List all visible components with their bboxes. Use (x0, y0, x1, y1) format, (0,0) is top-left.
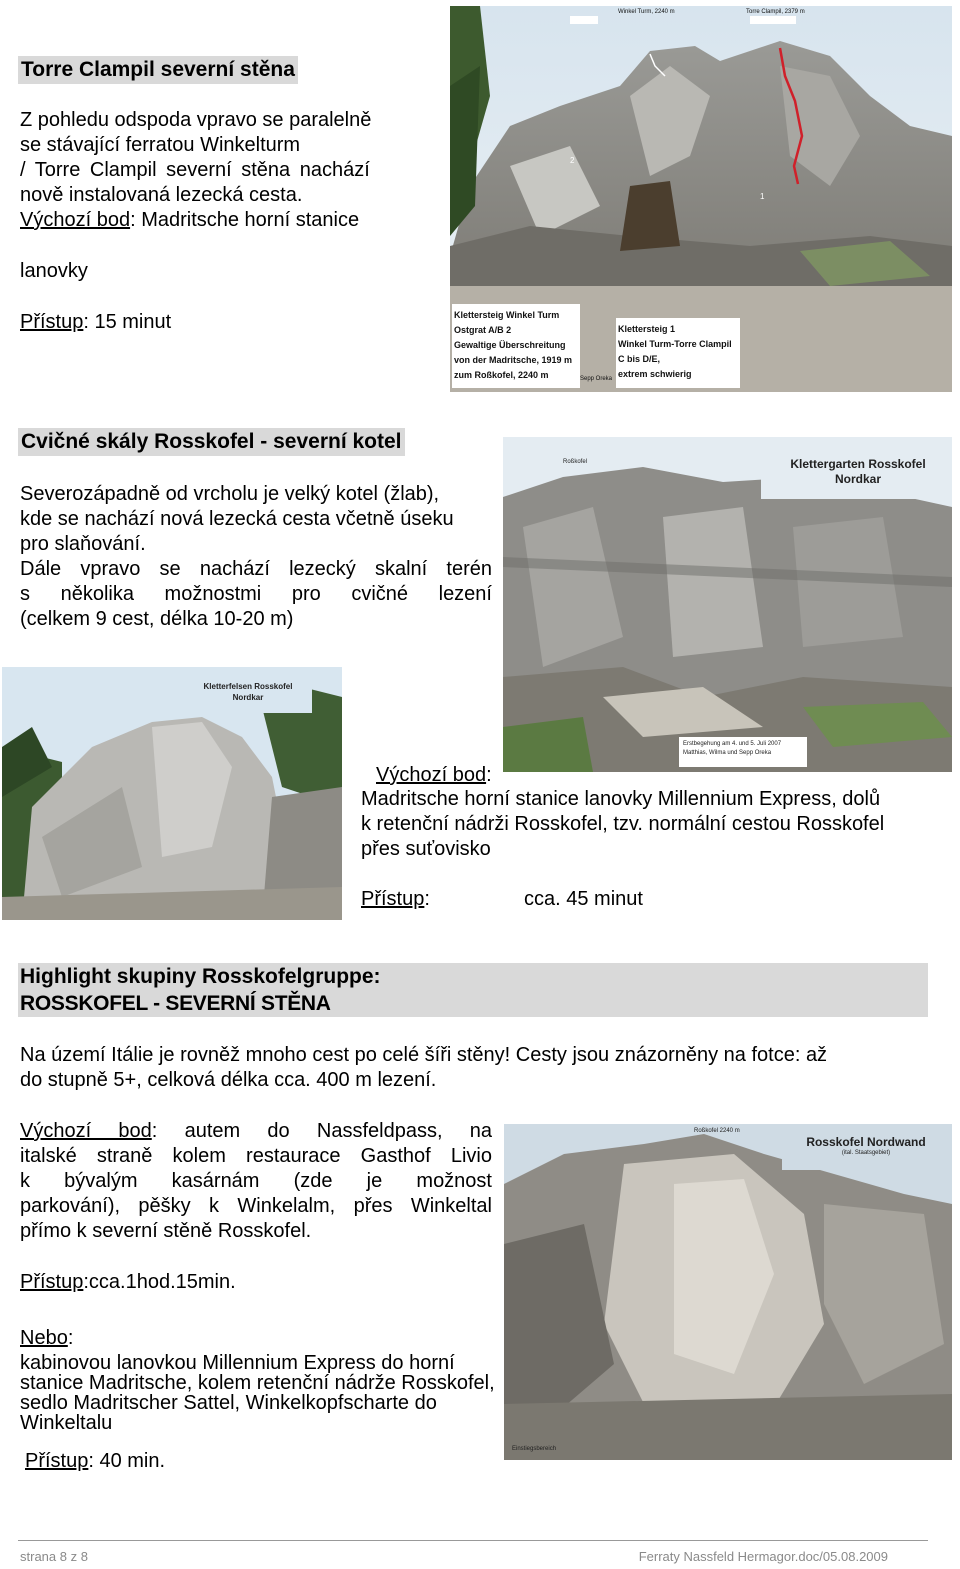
start-line: Madritsche horní stanice lanovky Millennium Express, dolů (361, 788, 881, 810)
section2-line: kde se nachází nová lezecká cesta včetně úseku (20, 508, 454, 530)
section1-line: nově instalovaná lezecká cesta. (20, 184, 303, 206)
box-left-line: Ostgrat A/B 2 (454, 325, 512, 335)
box-left-line: von der Madritsche, 1919 m (454, 355, 573, 365)
section3-access2 (25, 1449, 165, 1474)
footer-document-name: Ferraty Nassfeld Hermagor.doc/05.08.2009 (638, 1549, 888, 1564)
section2-line: (celkem 9 cest, délka 10-20 m) (20, 608, 294, 630)
start-line: k bývalým kasárnám (zde je možnost (20, 1170, 492, 1192)
start-first-line (20, 1119, 492, 1144)
klettergarten-caption (683, 740, 781, 758)
section1-text (20, 108, 440, 233)
start-label: Výchozí bod (20, 209, 131, 231)
nordwand-small-label: Roßkofel 2240 m (694, 1128, 740, 1134)
start-line: přes suťovisko (361, 838, 491, 860)
intro-line: do stupně 5+, celková délka cca. 400 m lezení. (20, 1069, 437, 1091)
access-label: Přístup (20, 1271, 84, 1293)
section1-line: se stávající ferratou Winkelturm (20, 134, 301, 156)
section1-start-cont: lanovky (20, 260, 88, 282)
or-line: stanice Madritsche, kolem retenční nádrže Rosskofel, (20, 1372, 495, 1394)
or-line: kabinovou lanovkou Millennium Express do horní (20, 1352, 455, 1374)
start-label: Výchozí bod (376, 764, 487, 786)
section3-intro (20, 1043, 930, 1093)
section1-heading: Torre Clampil severní stěna (18, 56, 298, 84)
start-line: italské straně kolem restaurace Gasthof Livio (20, 1145, 492, 1167)
section2-heading-wrap (18, 428, 405, 456)
section3-start (20, 1119, 492, 1244)
box-right-line: Klettersteig 1 (618, 324, 676, 334)
section1-access (20, 310, 171, 335)
start-line: k retenční nádrži Rosskofel, tzv. normální cestou Rosskofel (361, 813, 885, 835)
photo-num-2: 2 (570, 156, 575, 165)
or-line: Winkeltalu (20, 1412, 113, 1434)
torre-clampil-photo (450, 6, 952, 392)
nordwand-title (786, 1136, 946, 1157)
section1-heading-wrap (18, 56, 298, 84)
section3-heading (18, 963, 928, 1017)
section2-text (20, 482, 492, 632)
access-colon: : (424, 888, 430, 910)
kg-caption-line: Matthias, Wilma und Sepp Oreka (683, 750, 772, 756)
kf-title-line: Kletterfelsen Rosskofel (203, 682, 293, 691)
kf-title-line: Nordkar (232, 693, 264, 702)
section3-heading-line2: ROSSKOFEL - SEVERNÍ STĚNA (20, 992, 331, 1015)
start-label: Výchozí bod (20, 1120, 152, 1142)
section2-start-lines (361, 787, 951, 862)
section3-or-lines (20, 1353, 560, 1433)
box-left-line: Gewaltige Überschreitung (454, 340, 566, 350)
start-first: : autem do Nassfeldpass, na (151, 1120, 492, 1142)
photo-box-right (618, 322, 732, 382)
box-right-line: Winkel Turm-Torre Clampil (618, 339, 732, 349)
start-text: : Madritsche horní stanice (130, 209, 360, 231)
access-text: :cca.1hod.15min. (83, 1271, 236, 1293)
klettergarten-photo (503, 437, 952, 772)
intro-line: Na území Itálie je rovněž mnoho cest po celé šíři stěny! Cesty jsou znázorněny na fotce: až (20, 1044, 828, 1066)
footer-divider (18, 1540, 928, 1541)
photo-box-left (454, 308, 572, 383)
start-colon: : (486, 764, 492, 786)
access2-text: : 40 min. (88, 1450, 166, 1472)
access-text: : 15 minut (83, 311, 172, 333)
kg-title-line: Nordkar (834, 472, 881, 486)
box-right-line: extrem schwierig (618, 369, 692, 379)
section2-heading: Cvičné skály Rosskofel - severní kotel (18, 428, 405, 456)
section2-line: Dále vpravo se nachází lezecký skalní terén (20, 558, 492, 580)
nw-subtitle: (ital. Staatsgebiet) (841, 1150, 891, 1156)
photo-label-clampil: Torre Clampil, 2379 m (746, 9, 805, 15)
klettergarten-title (766, 457, 950, 487)
box-left-line: Klettersteig Winkel Turm (454, 310, 560, 320)
kg-title-line: Klettergarten Rosskofel (790, 457, 926, 471)
section1-line: Z pohledu odspoda vpravo se paralelně (20, 109, 372, 131)
kg-caption-line: Erstbegehung am 4. und 5. Juli 2007 (683, 741, 782, 747)
or-colon: : (67, 1327, 74, 1349)
access2-label: Přístup (25, 1450, 89, 1472)
photo-num-1: 1 (760, 192, 765, 201)
access-label: Přístup (20, 311, 84, 333)
section1-line: / Torre Clampil severní stěna nachází (20, 159, 370, 181)
box-left-line: zum Roßkofel, 2240 m (454, 370, 549, 380)
section2-line: pro slaňování. (20, 533, 146, 555)
section2-start (376, 763, 492, 788)
section2-line: s několika možnostmi pro cvičné lezení (20, 583, 492, 605)
rosskofel-nordwand-photo (504, 1124, 952, 1460)
kletterfelsen-title (188, 681, 308, 703)
section2-line: Severozápadně od vrcholu je velký kotel (žlab), (20, 483, 440, 505)
section2-access (361, 887, 430, 912)
section3-heading-line1: Highlight skupiny Rosskofelgruppe: (20, 965, 381, 988)
nw-title-line: Rosskofel Nordwand (806, 1135, 926, 1149)
kletterfelsen-photo (2, 667, 342, 920)
photo-author: Sepp Oreka (580, 376, 613, 382)
or-label: Nebo (20, 1327, 68, 1349)
section1-start (20, 208, 440, 233)
nordwand-bottom-label: Einstiegsbereich (512, 1446, 557, 1452)
box-right-line: C bis D/E, (618, 354, 661, 364)
section2-access-value: cca. 45 minut (524, 888, 643, 910)
start-line: parkování), pěšky k Winkelalm, přes Winkeltal (20, 1195, 492, 1217)
start-line: přímo k severní stěně Rosskofel. (20, 1220, 312, 1242)
section3-access (20, 1270, 236, 1295)
or-line: sedlo Madritscher Sattel, Winkelkopfscharte do (20, 1392, 437, 1414)
photo-label-winkel: Winkel Turm, 2240 m (618, 9, 675, 15)
access-label: Přístup (361, 888, 425, 910)
klettergarten-small-label: Roßkofel (563, 459, 588, 465)
section3-or (20, 1326, 73, 1351)
footer-page-number: strana 8 z 8 (20, 1549, 88, 1564)
